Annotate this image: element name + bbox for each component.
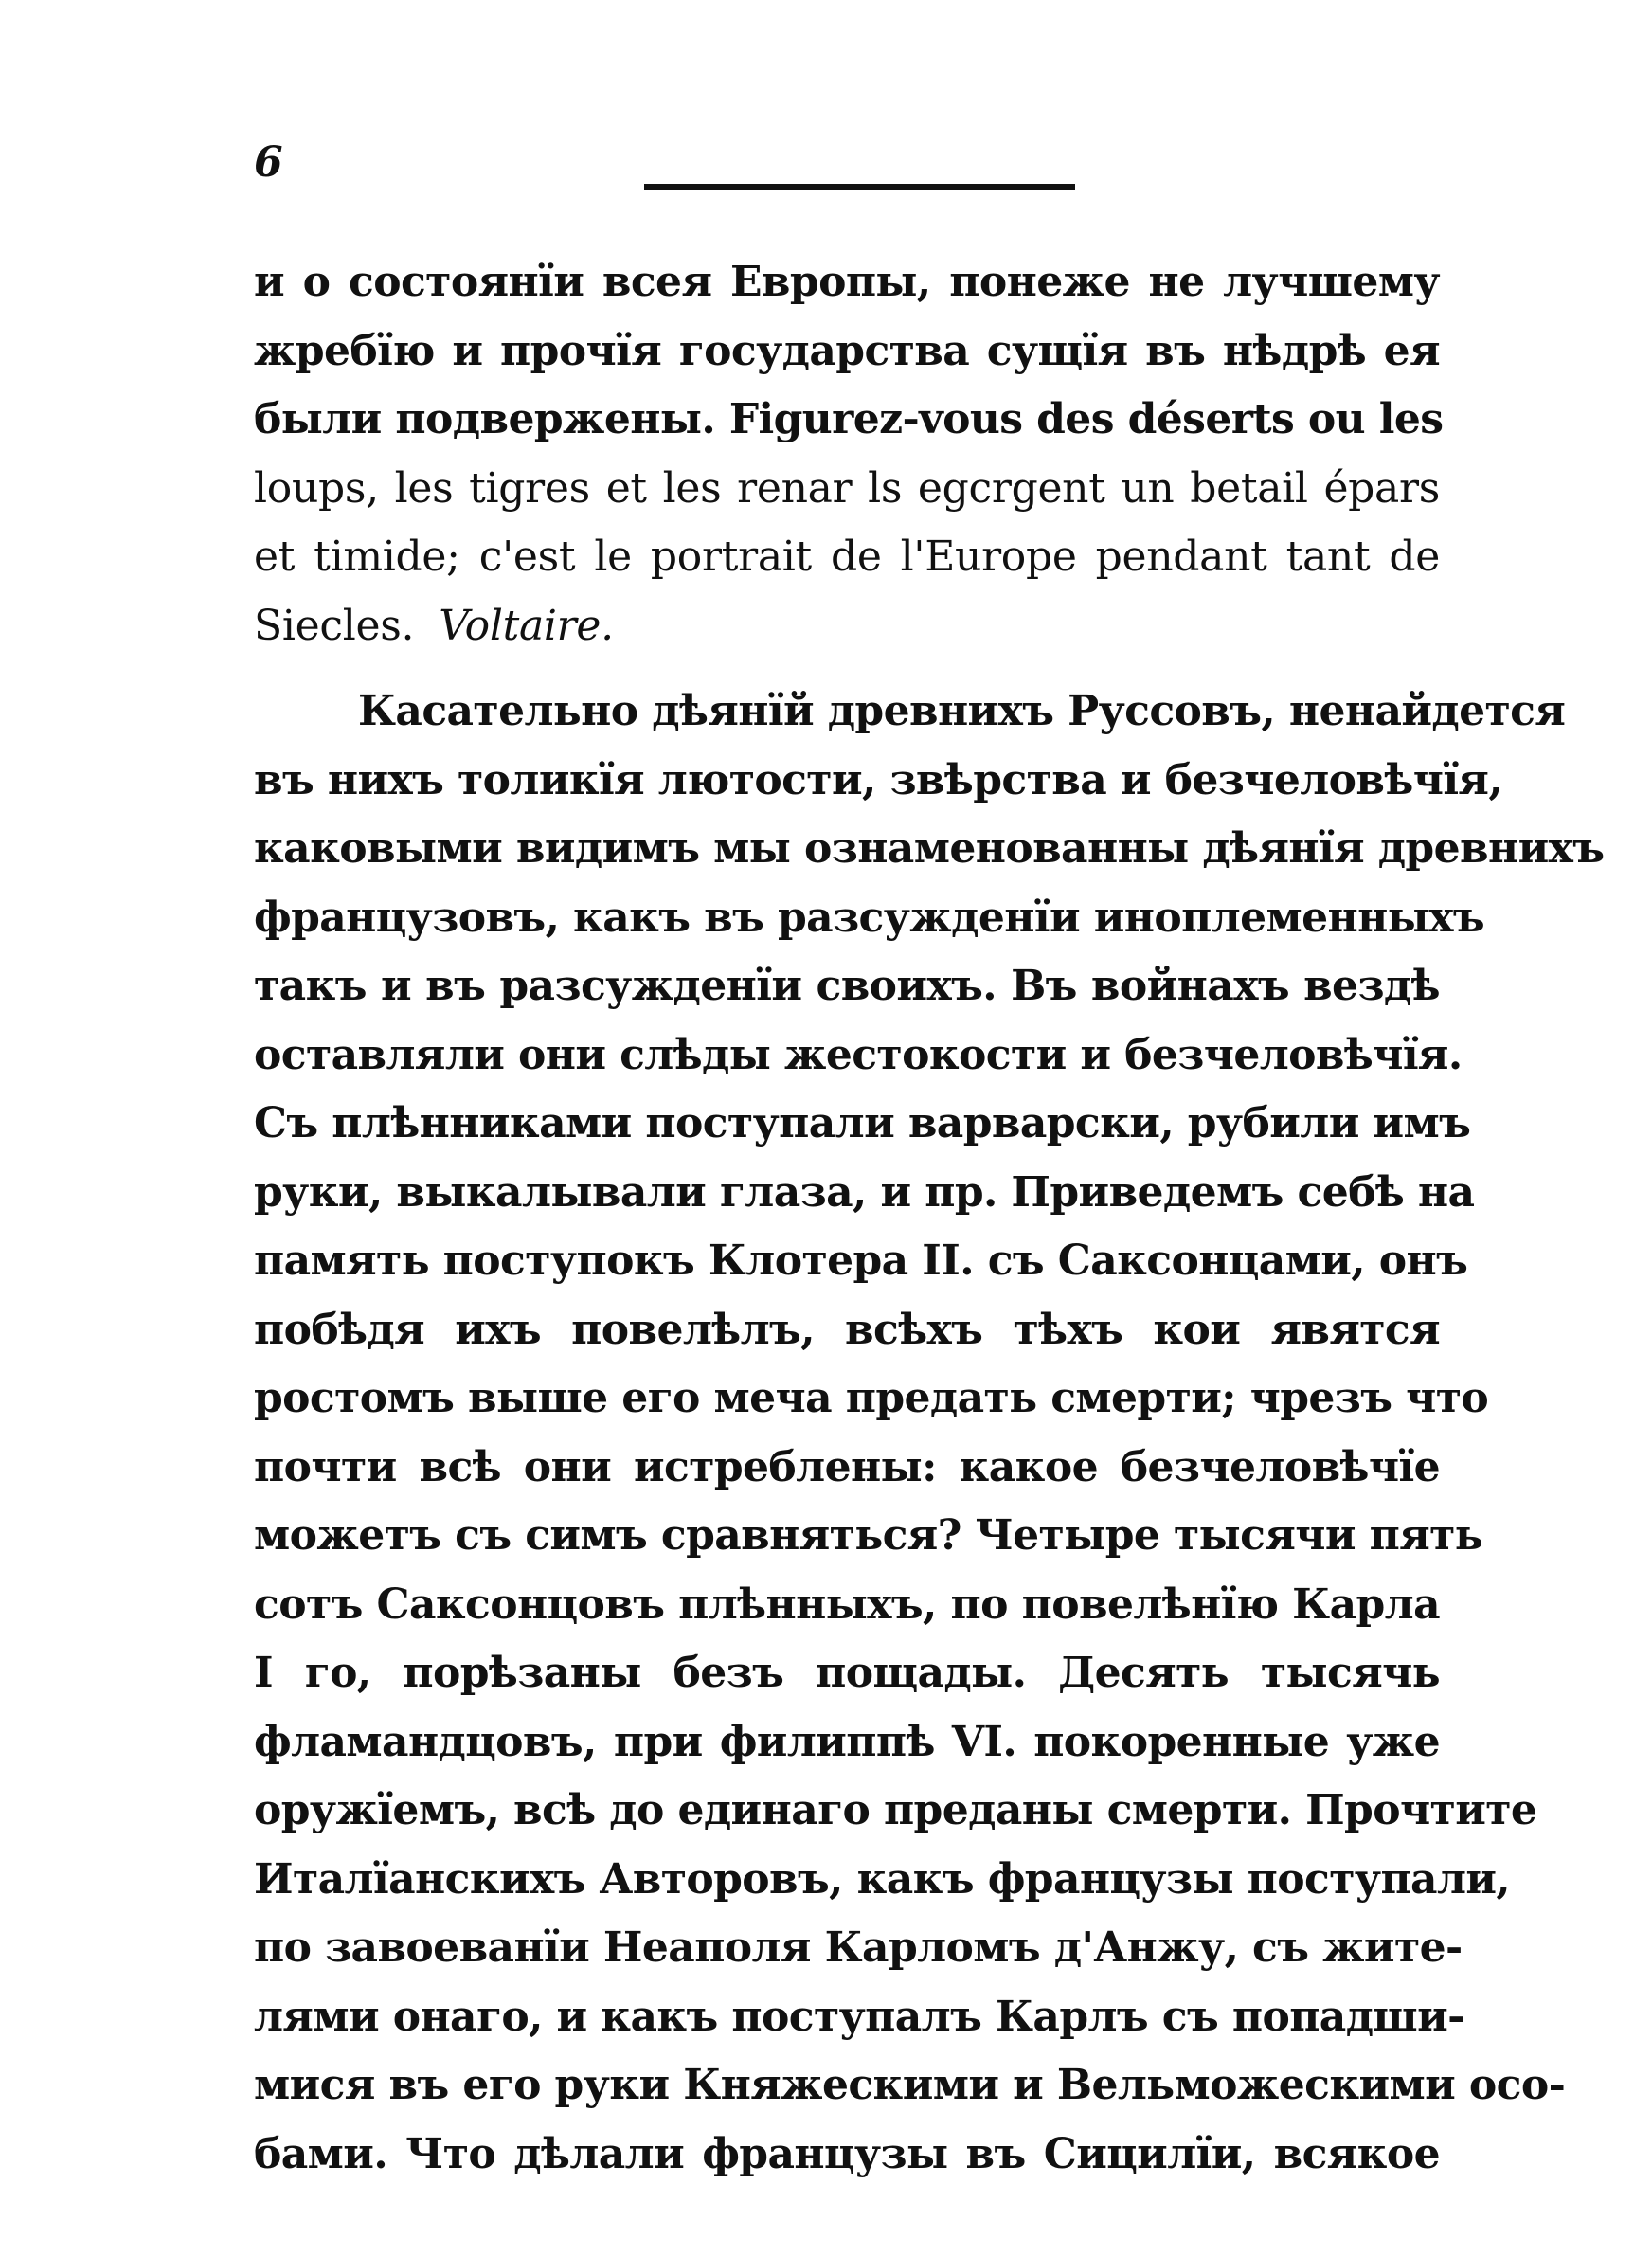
text-line: по завоеванїи Неаполя Карломъ д'Анжу, съ жите- xyxy=(254,1923,1463,1972)
text-line: такъ и въ разсужденїи своихъ. Въ войнахъ вездѣ xyxy=(254,962,1440,1010)
text-line: Касательно дѣянїй древнихъ Руссовъ, ненайдется xyxy=(358,687,1566,735)
text-line: лями онаго, и какъ поступалъ Карлъ съ попадши- xyxy=(254,1992,1464,2041)
text-line: французовъ, какъ въ разсужденїи иноплеменныхъ xyxy=(254,893,1485,942)
text-line: мися въ его руки Княжескими и Вельможескими осо- xyxy=(254,2061,1566,2109)
quote-end: Siecles. xyxy=(254,601,415,650)
text-line: побѣдя ихъ повелѣлъ, всѣхъ тѣхъ кои явятся xyxy=(254,1305,1440,1354)
text-line: loups, les tigres et les renar ls egcrgent un betail épars xyxy=(254,463,1440,513)
text-line xyxy=(254,592,1440,661)
text-line: Италїанскихъ Авторовъ, какъ французы поступали, xyxy=(254,1854,1511,1904)
text-line: и о состоянїи всея Европы, понеже не лучшему xyxy=(254,258,1440,306)
text-line: жребїю и прочїя государства сущїя въ нѣдрѣ ея xyxy=(254,326,1440,375)
text-line: фламандцовъ, при филиппѣ VI. покоренные уже xyxy=(254,1717,1440,1766)
text-line: руки, выкалывали глаза, и пр. Приведемъ себѣ на xyxy=(254,1167,1475,1217)
text-line: оружїемъ, всѣ до единаго преданы смерти. Прочтите xyxy=(254,1786,1537,1834)
quote-author: Voltaire. xyxy=(439,601,614,650)
text-line: бами. Что дѣлали французы въ Сицилїи, всякое xyxy=(254,2129,1440,2178)
text-line: въ нихъ толикїя лютости, звѣрства и безчеловѣчїя, xyxy=(254,755,1503,804)
text-line: сотъ Саксонцовъ плѣнныхъ, по повелѣнїю Карла xyxy=(254,1580,1440,1629)
text-line: et timide; c'est le portrait de l'Europe pendant tant de xyxy=(254,533,1440,581)
body-text xyxy=(254,248,1605,2189)
text-line: Съ плѣнниками поступали варварски, рубили имъ xyxy=(254,1099,1471,1147)
text-line: I го, порѣзаны безъ пощады. Десять тысячь xyxy=(254,1649,1440,1697)
text-line: каковыми видимъ мы ознаменованны дѣянїя древнихъ xyxy=(254,824,1605,873)
text-line: были подвержены. Figurez-vous des déserts ou les xyxy=(254,395,1444,443)
text-line: почти всѣ они истреблены: какое безчеловѣчїе xyxy=(254,1442,1440,1491)
text-line: оставляли они слѣды жестокости и безчеловѣчїя. xyxy=(254,1030,1463,1079)
text-line: ростомъ выше его меча предать смерти; чрезъ что xyxy=(254,1374,1489,1422)
text-line: память поступокъ Клотера II. съ Саксонцами, онъ xyxy=(254,1237,1468,1285)
text-line: можетъ съ симъ сравняться? Четыре тысячи пять xyxy=(254,1511,1483,1560)
page-number: 6 xyxy=(254,138,283,187)
header-rule xyxy=(644,184,1075,190)
